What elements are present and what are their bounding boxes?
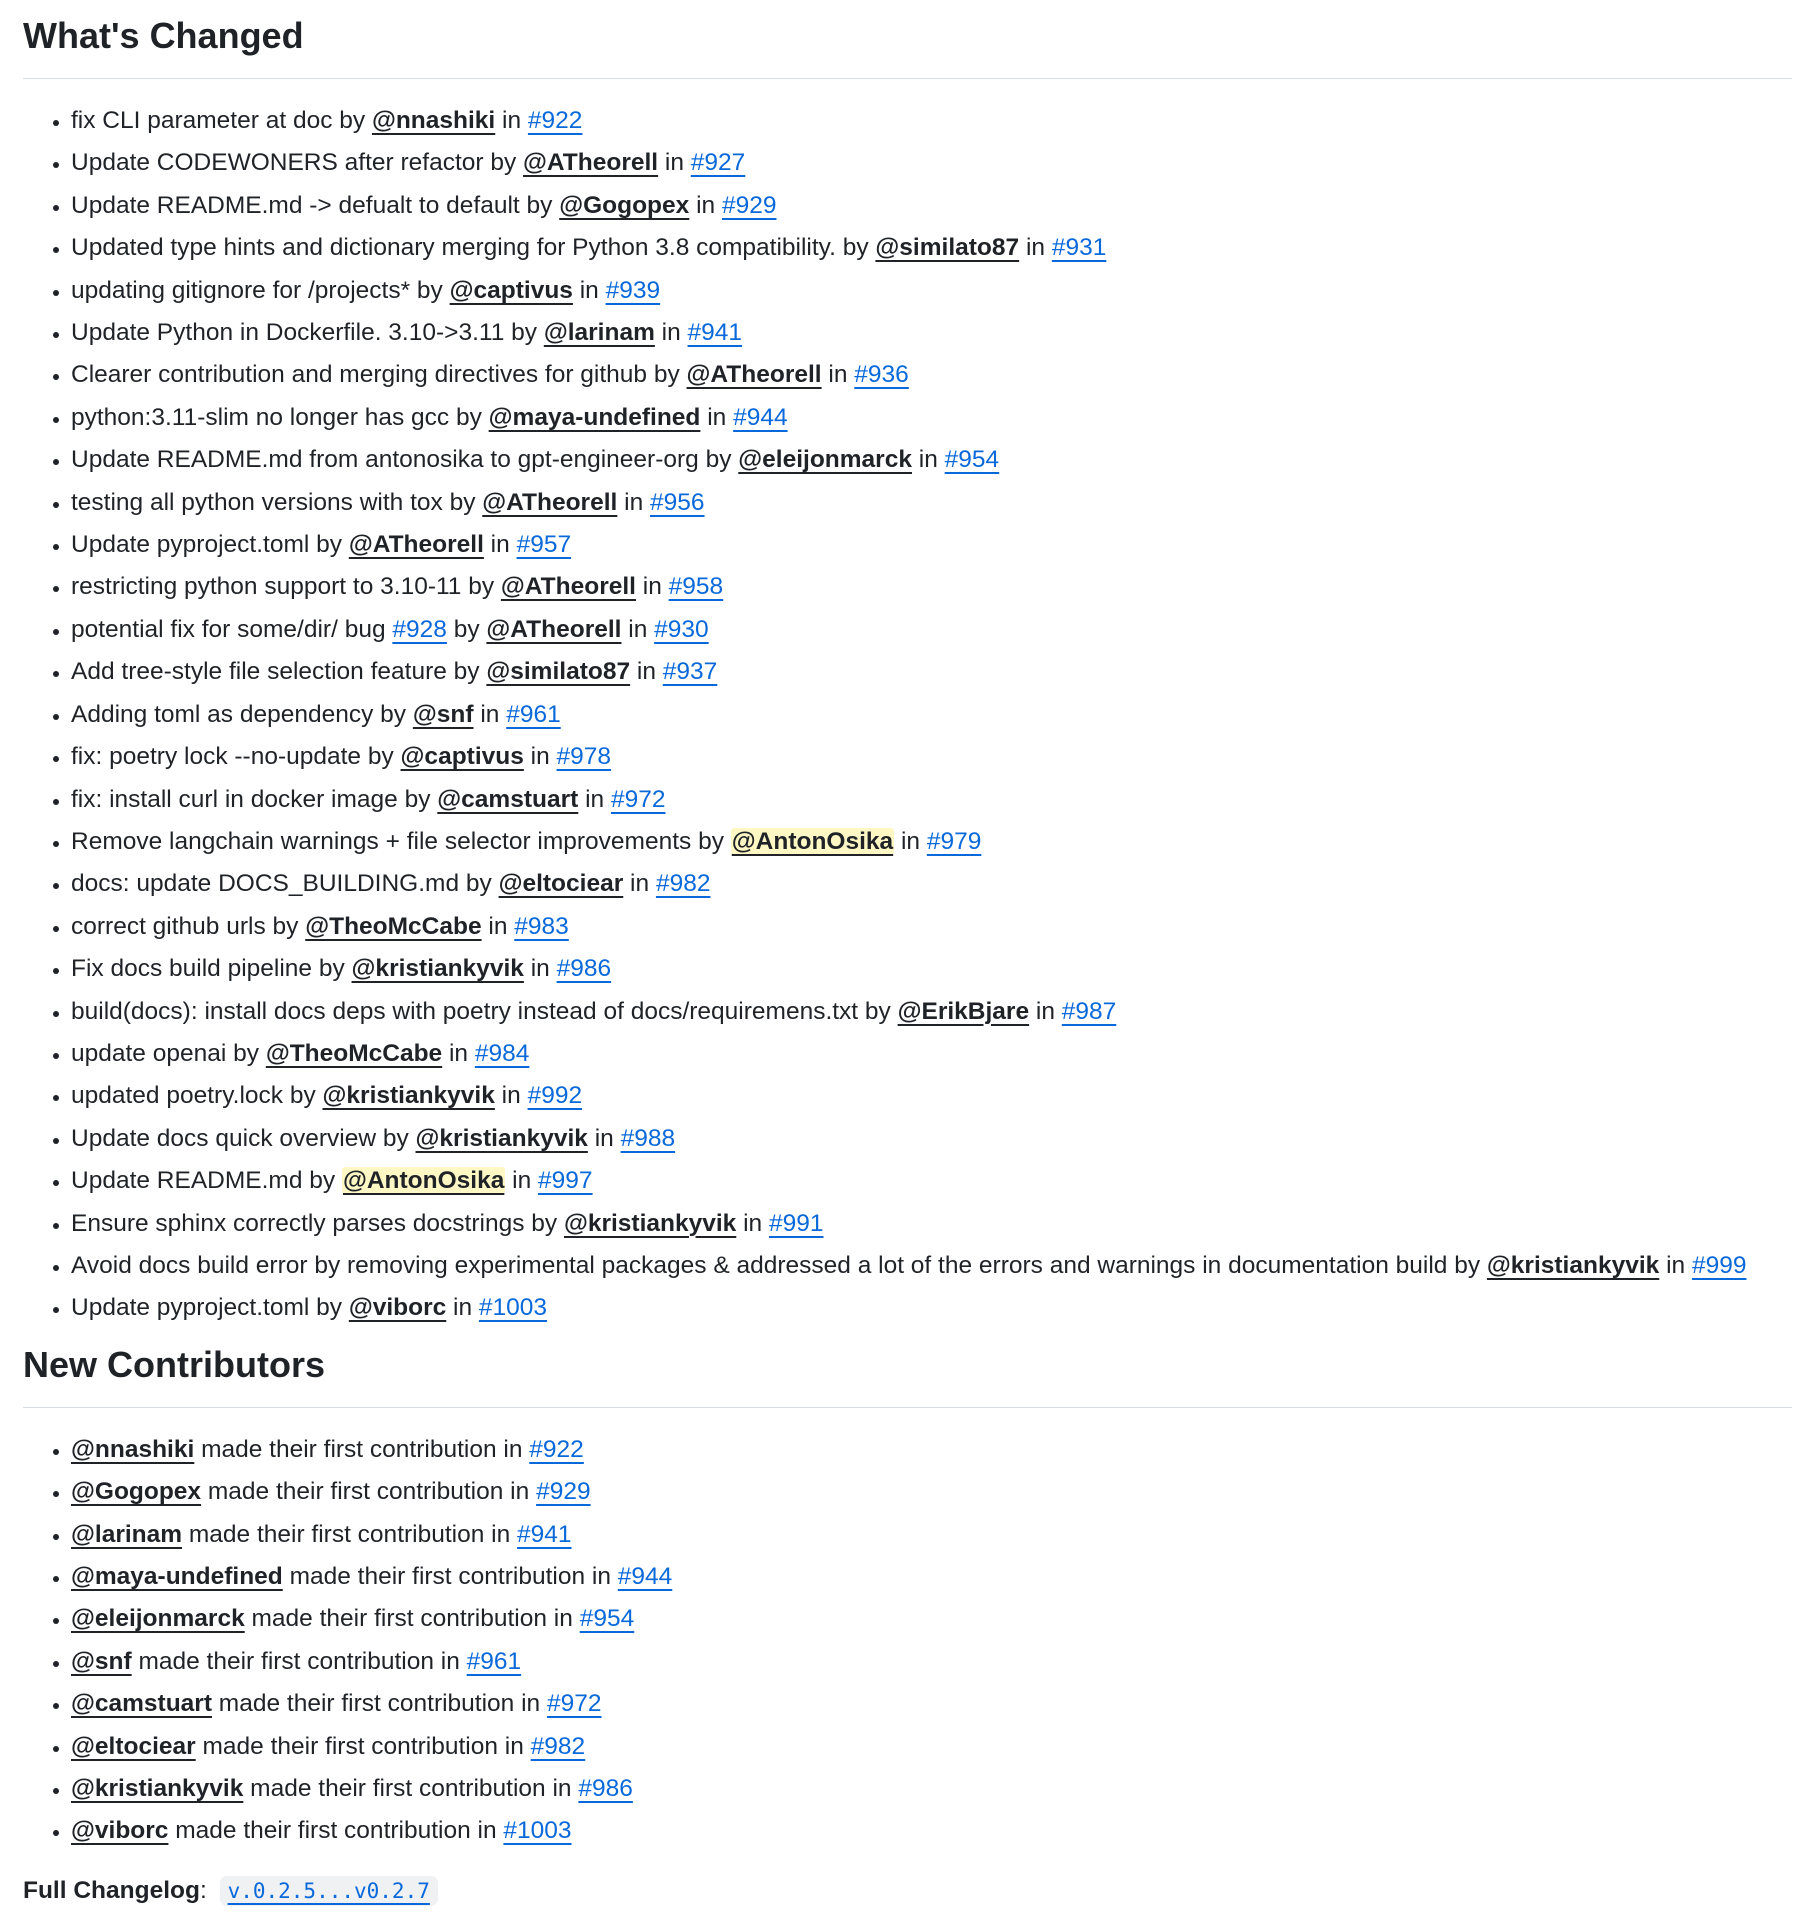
change-item [71, 1287, 1792, 1329]
change-in-text: in [911, 446, 945, 474]
change-description: fix: install curl in docker image by [71, 785, 438, 813]
contributor-item [71, 1768, 1792, 1810]
change-item [71, 779, 1792, 821]
author-link[interactable]: @kristiankyvik [563, 1209, 737, 1237]
change-in-text: in [1029, 997, 1062, 1025]
change-description: fix CLI parameter at doc by [71, 107, 372, 134]
author-link[interactable]: @eltociear [498, 870, 624, 898]
change-description: updating gitignore for /projects* by [71, 276, 450, 304]
contributor-item [71, 1810, 1792, 1852]
pull-request-link[interactable]: #997 [538, 1167, 593, 1195]
whats-changed-heading: What's Changed [23, 0, 1792, 79]
change-item [71, 312, 1792, 354]
author-link[interactable]: @maya-undefined [488, 403, 701, 431]
contribution-text: made their first contribution in [195, 1732, 531, 1760]
change-item [71, 1118, 1792, 1160]
change-description: docs: update DOCS_BUILDING.md by [71, 870, 499, 898]
change-description: Fix docs build pipeline by [71, 955, 352, 983]
contribution-text: made their first contribution in [201, 1478, 537, 1506]
change-item [71, 524, 1792, 566]
author-link[interactable]: @eleijonmarck [738, 446, 912, 474]
change-description: Update CODEWONERS after refactor by [71, 149, 524, 177]
new-contributors-heading: New Contributors [23, 1343, 1792, 1408]
change-by-text: by [446, 615, 487, 643]
change-item [71, 1033, 1792, 1075]
author-link[interactable]: @ATheorell [348, 531, 484, 559]
author-link[interactable]: @kristiankyvik [415, 1124, 588, 1152]
change-in-text: in [523, 955, 557, 983]
change-item [71, 142, 1792, 184]
change-item [71, 439, 1792, 481]
change-description: build(docs): install docs deps with poetry instead of docs/requiremens.txt by [71, 997, 898, 1025]
pull-request-link[interactable]: #987 [1061, 997, 1117, 1025]
pull-request-link[interactable]: #992 [527, 1082, 583, 1110]
author-link[interactable]: @larinam [543, 319, 655, 347]
change-in-text: in [623, 870, 656, 898]
change-in-text: in [505, 1167, 539, 1195]
change-item [71, 1075, 1792, 1117]
new-contributors-list [23, 1429, 1792, 1853]
change-item [71, 736, 1792, 778]
pull-request-link[interactable]: #984 [474, 1039, 530, 1067]
author-link[interactable]: @similato87 [486, 658, 631, 686]
contributor-item [71, 1598, 1792, 1640]
pull-request-link[interactable]: #941 [517, 1520, 572, 1548]
change-in-text: in [495, 107, 528, 134]
change-item [71, 651, 1792, 693]
change-description: fix: poetry lock --no-update by [71, 743, 401, 771]
author-link[interactable]: @kristiankyvik [1486, 1251, 1660, 1279]
change-in-text: in [630, 658, 663, 686]
change-item [71, 227, 1792, 269]
change-item [71, 270, 1792, 312]
pull-request-link[interactable]: #939 [605, 276, 661, 304]
author-link[interactable]: @TheoMcCabe [265, 1039, 443, 1067]
change-description: Update docs quick overview by [71, 1124, 416, 1152]
change-item [71, 566, 1792, 608]
pull-request-link[interactable]: #922 [527, 107, 583, 134]
pull-request-link[interactable]: #999 [1691, 1251, 1747, 1279]
change-description: Update Python in Dockerfile. 3.10->3.11 by [71, 319, 544, 347]
author-link[interactable]: @ATheorell [486, 615, 622, 643]
pull-request-link[interactable]: #954 [579, 1605, 635, 1633]
change-in-text: in [617, 488, 651, 516]
change-in-text: in [587, 1124, 621, 1152]
change-in-text: in [578, 785, 611, 813]
change-in-text: in [700, 403, 734, 431]
author-link[interactable]: @ErikBjare [897, 997, 1030, 1025]
contributor-link[interactable]: @nnashiki [71, 1435, 195, 1463]
change-in-text: in [1659, 1251, 1692, 1279]
author-link[interactable]: @kristiankyvik [322, 1082, 495, 1110]
change-description: Update README.md -> defualt to default by [71, 191, 560, 219]
change-in-text: in [689, 191, 722, 219]
pull-request-link[interactable]: #961 [466, 1647, 522, 1675]
change-description: Remove langchain warnings + file selector improvements by [71, 827, 731, 855]
change-in-text: in [621, 615, 655, 643]
change-description: restricting python support to 3.10-11 by [71, 573, 501, 601]
change-item [71, 1160, 1792, 1202]
pull-request-link[interactable]: #956 [650, 488, 705, 516]
change-item [71, 397, 1792, 439]
author-link[interactable]: @ATheorell [523, 149, 659, 177]
change-in-text: in [494, 1082, 528, 1110]
change-item [71, 694, 1792, 736]
pull-request-link[interactable]: #937 [662, 658, 718, 686]
change-description: update openai by [71, 1039, 266, 1067]
contributor-link[interactable]: @viborc [71, 1817, 169, 1845]
pull-request-link[interactable]: #944 [617, 1563, 673, 1590]
contributor-link[interactable]: @maya-undefined [71, 1563, 283, 1590]
change-in-text: in [442, 1039, 475, 1067]
change-description: updated poetry.lock by [71, 1082, 323, 1110]
change-item [71, 482, 1792, 524]
change-description: Ensure sphinx correctly parses docstrings by [71, 1209, 564, 1237]
pull-request-link[interactable]: #936 [854, 361, 909, 389]
pull-request-link[interactable]: #972 [547, 1690, 602, 1718]
pull-request-link[interactable]: #972 [610, 785, 666, 813]
change-in-text: in [473, 700, 507, 728]
change-in-text: in [1019, 234, 1052, 262]
pull-request-link[interactable]: #982 [530, 1732, 586, 1760]
contributor-item [71, 1641, 1792, 1683]
pull-request-link[interactable]: #954 [944, 446, 1000, 474]
pull-request-link[interactable]: #961 [506, 700, 561, 728]
author-link[interactable]: @Gogopex [559, 191, 690, 219]
change-description: Update README.md from antonosika to gpt-engineer-org by [71, 446, 739, 474]
change-description: Update README.md by [71, 1167, 342, 1195]
contribution-text: made their first contribution in [244, 1605, 580, 1633]
change-in-text: in [821, 361, 855, 389]
change-description: correct github urls by [71, 912, 306, 940]
contributor-item [71, 1726, 1792, 1768]
contribution-text: made their first contribution in [194, 1435, 530, 1463]
contribution-text: made their first contribution in [243, 1775, 579, 1803]
pull-request-link[interactable]: #927 [690, 149, 746, 177]
pull-request-link[interactable]: #929 [536, 1478, 591, 1506]
related-pr-link[interactable]: #928 [392, 615, 447, 643]
author-link[interactable]: @kristiankyvik [351, 955, 524, 983]
full-changelog-label: Full Changelog [23, 1876, 200, 1904]
pull-request-link[interactable]: #988 [620, 1124, 676, 1152]
full-changelog-separator: : [199, 1876, 214, 1904]
change-description: Adding toml as dependency by [71, 700, 413, 728]
author-link[interactable]: @similato87 [875, 234, 1020, 262]
pull-request-link[interactable]: #982 [655, 870, 711, 898]
contribution-text: made their first contribution in [182, 1520, 518, 1548]
change-item [71, 991, 1792, 1033]
author-link[interactable]: @viborc [348, 1294, 447, 1322]
change-item [71, 948, 1792, 990]
change-in-text: in [894, 827, 927, 855]
contributor-item [71, 1556, 1792, 1598]
pull-request-link[interactable]: #944 [733, 403, 788, 431]
pull-request-link[interactable]: #986 [556, 955, 612, 983]
change-item [71, 185, 1792, 227]
author-link[interactable]: @captivus [400, 743, 524, 771]
change-item [71, 100, 1792, 142]
change-description: potential fix for some/dir/ bug [71, 615, 393, 643]
author-link[interactable]: @nnashiki [371, 107, 496, 134]
contribution-text: made their first contribution in [131, 1647, 467, 1675]
author-link[interactable]: @ATheorell [500, 573, 636, 601]
contributor-item [71, 1514, 1792, 1556]
author-link[interactable]: @ATheorell [482, 488, 618, 516]
change-in-text: in [483, 531, 517, 559]
contributor-link[interactable]: @snf [71, 1647, 132, 1675]
contributor-link[interactable]: @Gogopex [71, 1478, 202, 1506]
pull-request-link[interactable]: #1003 [478, 1294, 548, 1322]
full-changelog-link[interactable]: v.0.2.5...v0.2.7 [220, 1876, 438, 1906]
contributor-link[interactable]: @larinam [71, 1520, 183, 1548]
pull-request-link[interactable]: #986 [578, 1775, 633, 1803]
author-link[interactable]: @snf [412, 700, 474, 728]
author-link[interactable]: @AntonOsika [342, 1167, 505, 1195]
pull-request-link[interactable]: #983 [514, 912, 569, 940]
contribution-text: made their first contribution in [282, 1563, 618, 1590]
pull-request-link[interactable]: #979 [926, 827, 982, 855]
whats-changed-list [23, 100, 1792, 1330]
full-changelog [23, 1870, 1792, 1912]
change-item [71, 863, 1792, 905]
author-link[interactable]: @ATheorell [686, 361, 822, 389]
change-description: Add tree-style file selection feature by [71, 658, 487, 686]
change-in-text: in [658, 149, 691, 177]
change-in-text: in [481, 912, 515, 940]
change-in-text: in [446, 1294, 479, 1322]
change-description: python:3.11-slim no longer has gcc by [71, 403, 489, 431]
change-in-text: in [736, 1209, 769, 1237]
contributor-item [71, 1683, 1792, 1725]
contribution-text: made their first contribution in [212, 1690, 547, 1718]
pull-request-link[interactable]: #1003 [503, 1817, 572, 1845]
contributor-item [71, 1471, 1792, 1513]
pull-request-link[interactable]: #922 [529, 1435, 584, 1463]
contribution-text: made their first contribution in [168, 1817, 504, 1845]
pull-request-link[interactable]: #930 [654, 615, 709, 643]
change-in-text: in [654, 319, 688, 347]
pull-request-link[interactable]: #931 [1051, 234, 1107, 262]
change-item [71, 821, 1792, 863]
change-description: Updated type hints and dictionary merging for Python 3.8 compatibility. by [71, 234, 876, 262]
change-description: Avoid docs build error by removing experimental packages & addressed a lot of the errors and warnings in documentation build by [71, 1251, 1487, 1279]
contributor-link[interactable]: @eltociear [71, 1732, 196, 1760]
author-link[interactable]: @AntonOsika [731, 827, 894, 855]
change-item [71, 354, 1792, 396]
change-description: testing all python versions with tox by [71, 488, 483, 516]
contributor-link[interactable]: @kristiankyvik [71, 1775, 244, 1803]
change-item [71, 609, 1792, 651]
pull-request-link[interactable]: #958 [668, 573, 724, 601]
change-description: Clearer contribution and merging directives for github by [71, 361, 687, 389]
change-in-text: in [523, 743, 557, 771]
pull-request-link[interactable]: #929 [721, 191, 777, 219]
change-description: Update pyproject.toml by [71, 1294, 349, 1322]
pull-request-link[interactable]: #978 [556, 743, 612, 771]
contributor-link[interactable]: @eleijonmarck [71, 1605, 245, 1633]
change-item [71, 1245, 1792, 1287]
change-in-text: in [572, 276, 606, 304]
author-link[interactable]: @TheoMcCabe [305, 912, 482, 940]
pull-request-link[interactable]: #991 [768, 1209, 824, 1237]
contributor-link[interactable]: @camstuart [71, 1690, 212, 1718]
change-item [71, 906, 1792, 948]
change-description: Update pyproject.toml by [71, 531, 349, 559]
contributor-item [71, 1429, 1792, 1471]
author-link[interactable]: @camstuart [437, 785, 579, 813]
change-item [71, 1203, 1792, 1245]
change-in-text: in [635, 573, 669, 601]
author-link[interactable]: @captivus [449, 276, 573, 304]
pull-request-link[interactable]: #957 [516, 531, 572, 559]
pull-request-link[interactable]: #941 [687, 319, 743, 347]
